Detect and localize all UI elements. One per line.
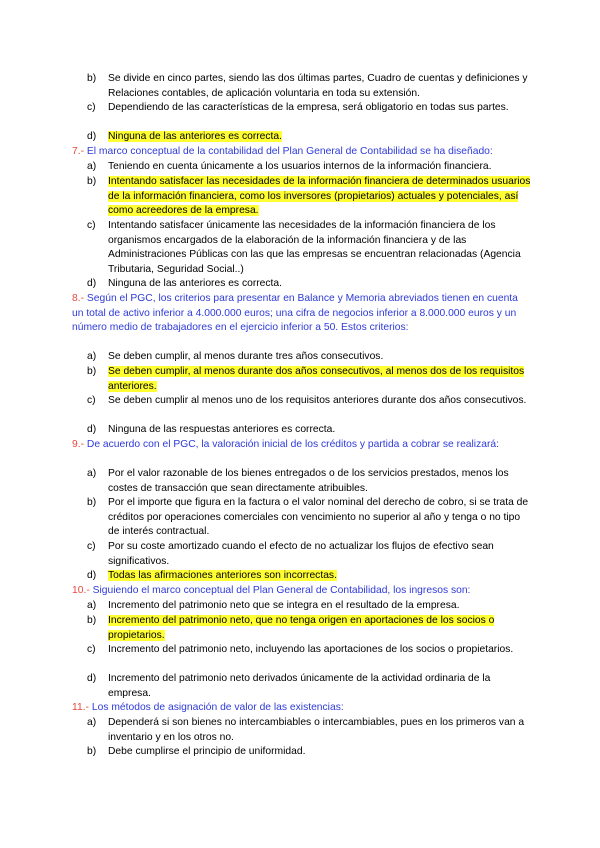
- option-letter: a): [87, 351, 97, 362]
- option-text: Por su coste amortizado cuando el efecto de no actualizar los flujos de efectivo sean significativos.: [108, 541, 494, 567]
- option-8b: [87, 365, 531, 394]
- option-11a: [87, 716, 531, 745]
- question-number: 11.-: [72, 702, 89, 713]
- question-text: El marco conceptual de la contabilidad del Plan General de Contabilidad se ha diseñado:: [86, 146, 493, 157]
- option-letter: d): [87, 570, 97, 581]
- option-text: Ninguna de las anteriores es correcta.: [108, 278, 282, 289]
- option-text: Por el importe que figura en la factura o el valor nominal del derecho de cobro, si se trata de créditos por operaciones comerciales con vencimiento no superior al año y tenga o no tipo de interés contractual.: [108, 497, 529, 538]
- option-letter: d): [87, 424, 97, 435]
- option-letter: a): [87, 468, 97, 479]
- option-cont-b: [87, 72, 531, 101]
- question-10: [72, 584, 532, 599]
- option-text: Teniendo en cuenta únicamente a los usuarios internos de la información financiera.: [108, 161, 492, 172]
- question-text: Los métodos de asignación de valor de las existencias:: [91, 702, 344, 713]
- option-letter: d): [87, 131, 97, 142]
- option-letter: b): [87, 73, 97, 84]
- option-text: Por el valor razonable de los bienes entregados o de los servicios prestados, menos los costes de transacción que sean directamente atribuibles.: [108, 468, 509, 494]
- option-8d: [87, 423, 531, 438]
- option-letter: b): [87, 746, 97, 757]
- option-text: Incremento del patrimonio neto derivados únicamente de la actividad ordinaria de la empresa.: [108, 673, 491, 699]
- option-text: Se deben cumplir, al menos durante tres años consecutivos.: [108, 351, 384, 362]
- option-9c: [87, 540, 531, 569]
- option-letter: c): [87, 395, 96, 406]
- option-letter: c): [87, 644, 96, 655]
- option-letter: b): [87, 497, 97, 508]
- option-9a: [87, 467, 531, 496]
- option-text: Dependiendo de las características de la empresa, será obligatorio en todas sus partes.: [108, 102, 509, 113]
- option-text: Dependerá si son bienes no intercambiables o intercambiables, pues en los primeros van a inventario y en los otros no.: [108, 717, 525, 743]
- question-11: [72, 701, 532, 716]
- option-text-highlighted: Se deben cumplir, al menos durante dos años consecutivos, al menos dos de los requisitos anteriores.: [108, 366, 525, 392]
- option-letter: d): [87, 278, 97, 289]
- option-cont-c: [87, 101, 531, 116]
- option-cont-d: [87, 130, 531, 145]
- option-text-highlighted: Ninguna de las anteriores es correcta.: [108, 131, 282, 142]
- option-10a: [87, 599, 531, 614]
- option-7a: [87, 160, 531, 175]
- option-text: Incremento del patrimonio neto, incluyendo las aportaciones de los socios o propietarios.: [108, 644, 514, 655]
- question-text: Según el PGC, los criterios para presentar en Balance y Memoria abreviados tienen en cuenta un total de activo inferior a 4.000.000 euros; una cifra de negocios inferior a 8.000.000 euros y un número medio de trabajadores en el ejercicio inferior a 50. Estos criterios:: [72, 293, 518, 334]
- option-8a: [87, 350, 531, 365]
- option-7d: [87, 277, 531, 292]
- option-9d: [87, 569, 531, 584]
- question-number: 7.-: [72, 146, 85, 157]
- option-8c: [87, 394, 531, 409]
- question-7: [72, 145, 532, 160]
- option-7c: [87, 219, 531, 277]
- option-10b: [87, 614, 531, 643]
- option-letter: d): [87, 673, 97, 684]
- question-text: Siguiendo el marco conceptual del Plan General de Contabilidad, los ingresos son:: [92, 585, 471, 596]
- option-letter: b): [87, 615, 97, 626]
- option-letter: c): [87, 541, 96, 552]
- option-text: Ninguna de las respuestas anteriores es correcta.: [108, 424, 336, 435]
- option-9b: [87, 496, 531, 540]
- question-9: [72, 438, 532, 453]
- question-number: 9.-: [72, 439, 85, 450]
- option-letter: a): [87, 161, 97, 172]
- option-letter: c): [87, 102, 96, 113]
- question-8: [72, 292, 532, 336]
- question-text: De acuerdo con el PGC, la valoración inicial de los créditos y partida a cobrar se realizará:: [86, 439, 499, 450]
- option-text: Se deben cumplir al menos uno de los requisitos anteriores durante dos años consecutivos.: [108, 395, 527, 406]
- option-letter: a): [87, 600, 97, 611]
- option-text-highlighted: Intentando satisfacer las necesidades de la información financiera de determinados usuarios de la información financiera, como los inversores (propietarios) actuales y potenciales, así como acreedores de la empresa.: [108, 176, 531, 217]
- question-number: 10.-: [72, 585, 90, 596]
- option-letter: a): [87, 717, 97, 728]
- option-text-highlighted: Incremento del patrimonio neto, que no tenga origen en aportaciones de los socios o propietarios.: [108, 615, 495, 641]
- option-text: Intentando satisfacer únicamente las necesidades de la información financiera de los organismos encargados de la elaboración de la información financiera y de las Administraciones Públicas con las que las empresas se encuentran relacionadas (Agencia Tributaria, Seguridad Social..): [108, 220, 521, 275]
- option-text: Se divide en cinco partes, siendo las dos últimas partes, Cuadro de cuentas y definiciones y Relaciones contables, de aplicación voluntaria en toda su extensión.: [108, 73, 528, 99]
- option-11b: [87, 745, 531, 760]
- option-letter: b): [87, 366, 97, 377]
- option-letter: c): [87, 220, 96, 231]
- question-number: 8.-: [72, 293, 85, 304]
- option-7b: [87, 175, 531, 219]
- option-10d: [87, 672, 531, 701]
- option-text: Debe cumplirse el principio de uniformidad.: [108, 746, 306, 757]
- option-10c: [87, 643, 531, 658]
- option-letter: b): [87, 176, 97, 187]
- option-text: Incremento del patrimonio neto que se integra en el resultado de la empresa.: [108, 600, 460, 611]
- option-text-highlighted: Todas las afirmaciones anteriores son incorrectas.: [108, 570, 337, 581]
